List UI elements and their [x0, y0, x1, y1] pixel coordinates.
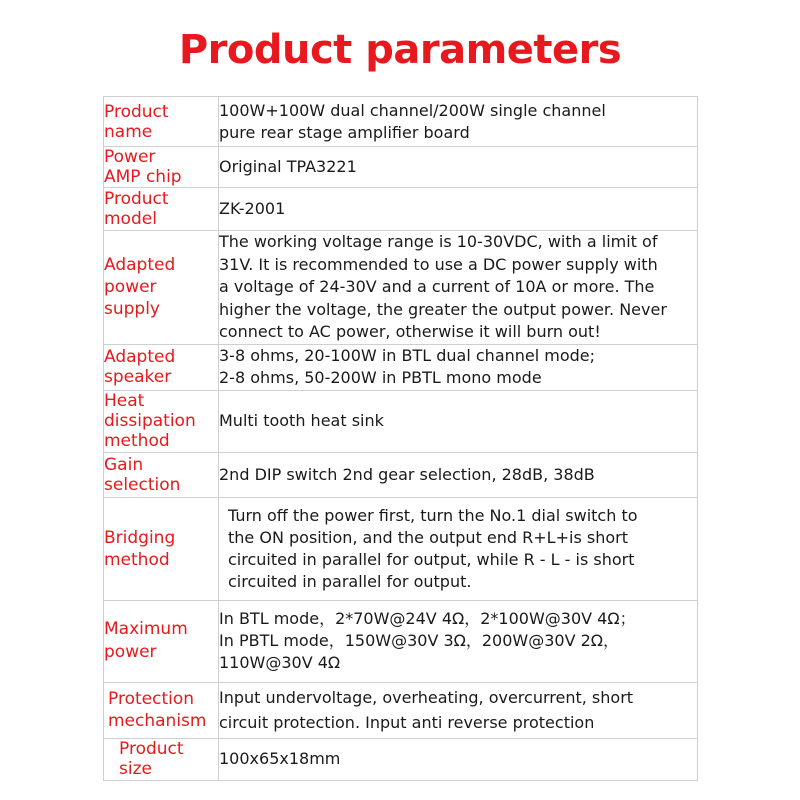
table-row: [104, 390, 698, 452]
label-text: Protection mechanism: [108, 689, 207, 731]
table-row: [104, 97, 698, 147]
row-value: [219, 497, 698, 600]
label-text: Maximum power: [104, 619, 188, 662]
table-row: [104, 344, 698, 390]
label-text: Power AMP chip: [104, 147, 182, 187]
table-row: [104, 497, 698, 600]
value-text: Input undervoltage, overheating, overcurrent, short circuit protection. Input anti reverse protection: [219, 688, 634, 732]
value-text: Original TPA3221: [219, 157, 357, 176]
row-value: [219, 231, 698, 345]
row-value: [219, 344, 698, 390]
value-text: 3-8 ohms, 20-100W in BTL dual channel mode; 2-8 ohms, 50-200W in PBTL mono mode: [219, 346, 596, 387]
label-text: Product size: [119, 739, 184, 779]
table-row: [104, 738, 698, 780]
row-label: [104, 390, 219, 452]
label-text: Heat dissipation method: [104, 391, 196, 451]
value-text: 2nd DIP switch 2nd gear selection, 28dB, 38dB: [219, 464, 595, 484]
row-label: [104, 600, 219, 682]
row-value: [219, 738, 698, 780]
row-label: [104, 682, 219, 738]
row-value: [219, 452, 698, 497]
label-text: Product model: [104, 189, 169, 229]
label-text: Gain selection: [104, 454, 181, 495]
label-text: Bridging method: [104, 527, 176, 570]
value-text: In BTL mode，2*70W@24V 4Ω，2*100W@30V 4Ω； In PBTL mode，150W@30V 3Ω，200W@30V 2Ω， 110W@30V 4Ω: [219, 609, 636, 672]
row-label: [104, 147, 219, 188]
row-label: [104, 497, 219, 600]
row-value: [219, 600, 698, 682]
row-label: [104, 738, 219, 780]
table-row: [104, 147, 698, 188]
row-label: [104, 452, 219, 497]
row-label: [104, 188, 219, 231]
value-text: Turn off the power first, turn the No.1 dial switch to the ON position, and the output end R+L+is short circuited in parallel for output, while R - L - is short circuited in parallel for output.: [228, 505, 638, 591]
value-text: 100W+100W dual channel/200W single channel pure rear stage amplifier board: [219, 100, 606, 142]
row-label: [104, 231, 219, 345]
row-value: [219, 682, 698, 738]
label-text: Adapted power supply: [104, 255, 176, 320]
value-text: 100x65x18mm: [219, 749, 341, 768]
table-row: [104, 682, 698, 738]
label-text: Adapted speaker: [104, 347, 176, 387]
row-label: [104, 97, 219, 147]
table-row: [104, 231, 698, 345]
page-title: Product parameters: [178, 27, 622, 73]
row-value: [219, 97, 698, 147]
value-text: The working voltage range is 10-30VDC, with a limit of 31V. It is recommended to use a DC power supply with a voltage of 24-30V and a current of 10A or more. The higher the voltage, the greater the output power. Never connect to AC power, otherwise it will burn out!: [219, 232, 667, 341]
row-label: [104, 344, 219, 390]
row-value: [219, 147, 698, 188]
label-text: Product name: [104, 101, 169, 142]
product-parameters-table: [103, 96, 698, 781]
row-value: [219, 390, 698, 452]
value-text: Multi tooth heat sink: [219, 411, 384, 430]
value-text: ZK-2001: [219, 199, 286, 218]
table-row: [104, 188, 698, 231]
table-row: [104, 452, 698, 497]
table-row: [104, 600, 698, 682]
row-value: [219, 188, 698, 231]
